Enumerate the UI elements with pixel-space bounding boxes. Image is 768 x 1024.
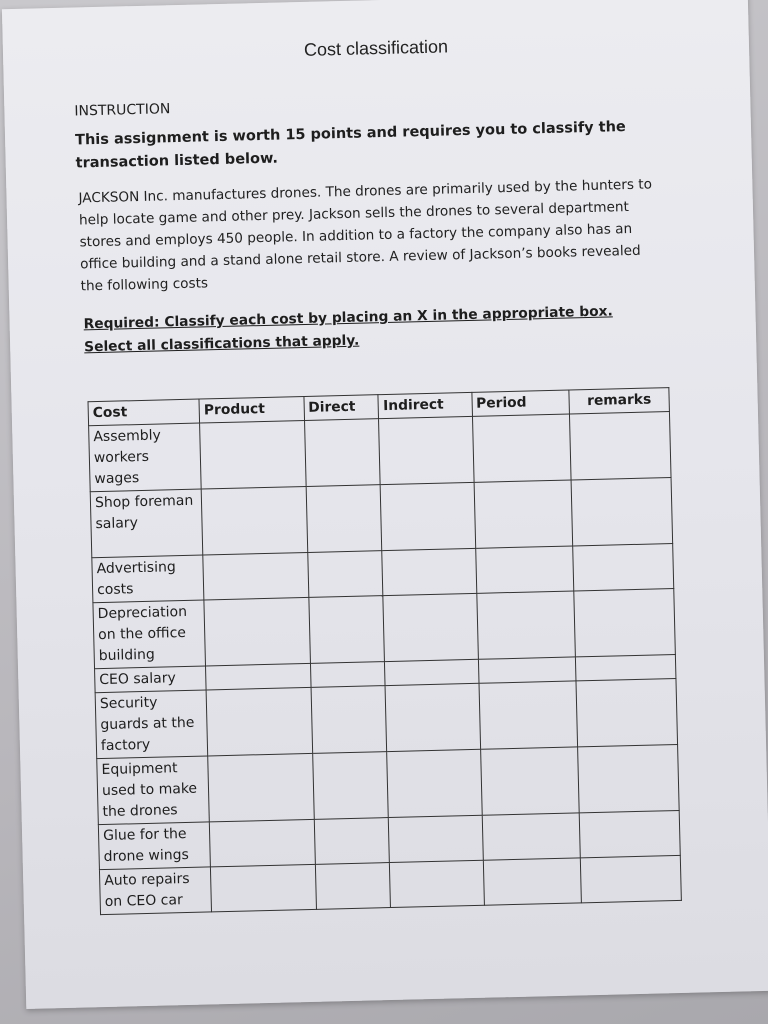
remarks-cell[interactable] <box>574 589 675 657</box>
indirect-checkbox-cell[interactable] <box>385 659 479 685</box>
period-checkbox-cell[interactable] <box>482 813 581 860</box>
direct-checkbox-cell[interactable] <box>306 485 382 553</box>
period-checkbox-cell[interactable] <box>475 546 574 593</box>
scenario-paragraph: JACKSON Inc. manufactures drones. The drones are primarily used by the hunters to help locate game and other prey. Jackson sells the drones to several department stores and employs 450 people. In addition to a factory the company also has an office building and a stand alone retail store. A review of Jackson’s books revealed the following costs <box>78 176 653 295</box>
direct-checkbox-cell[interactable] <box>308 596 384 664</box>
product-checkbox-cell[interactable] <box>206 687 312 756</box>
page-title: Cost classification <box>303 36 449 60</box>
remarks-cell[interactable] <box>573 544 674 591</box>
direct-checkbox-cell[interactable] <box>314 818 390 865</box>
direct-checkbox-cell[interactable] <box>311 686 387 754</box>
direct-checkbox-cell[interactable] <box>310 662 385 688</box>
period-checkbox-cell[interactable] <box>472 414 571 482</box>
remarks-cell[interactable] <box>578 744 679 812</box>
header-remarks: remarks <box>569 388 669 414</box>
required-instruction: Required: Classify each cost by placing an X in the appropriate box. Select all classifications that apply. <box>83 303 613 356</box>
period-checkbox-cell[interactable] <box>478 657 576 683</box>
cost-cell: Assembly workers wages <box>89 423 202 492</box>
worksheet-page <box>2 0 768 1009</box>
indirect-checkbox-cell[interactable] <box>386 683 481 751</box>
remarks-cell[interactable] <box>576 678 677 746</box>
direct-checkbox-cell[interactable] <box>304 419 380 487</box>
direct-checkbox-cell[interactable] <box>315 863 391 910</box>
header-period: Period <box>471 390 569 416</box>
product-checkbox-cell[interactable] <box>210 819 315 867</box>
indirect-checkbox-cell[interactable] <box>382 548 476 595</box>
remarks-cell[interactable] <box>571 478 672 546</box>
product-checkbox-cell[interactable] <box>208 753 314 822</box>
product-checkbox-cell[interactable] <box>206 663 311 690</box>
cost-cell: Advertising costs <box>92 555 204 603</box>
instruction-label: INSTRUCTION <box>74 101 171 120</box>
direct-checkbox-cell[interactable] <box>307 551 383 598</box>
cost-cell: Depreciation on the office building <box>93 600 206 669</box>
remarks-cell[interactable] <box>576 655 676 681</box>
period-checkbox-cell[interactable] <box>480 747 579 815</box>
classification-table-wrapper <box>87 387 681 915</box>
indirect-checkbox-cell[interactable] <box>383 593 478 661</box>
period-checkbox-cell[interactable] <box>479 681 578 749</box>
header-indirect: Indirect <box>378 392 472 418</box>
remarks-cell[interactable] <box>579 810 680 857</box>
header-product: Product <box>199 397 304 424</box>
period-checkbox-cell[interactable] <box>483 858 582 905</box>
product-checkbox-cell[interactable] <box>201 486 307 555</box>
product-checkbox-cell[interactable] <box>211 864 316 912</box>
product-checkbox-cell[interactable] <box>203 552 308 600</box>
cost-cell: Security guards at the factory <box>95 690 208 759</box>
product-checkbox-cell[interactable] <box>200 421 306 490</box>
indirect-checkbox-cell[interactable] <box>387 749 482 817</box>
remarks-cell[interactable] <box>570 412 671 480</box>
cost-cell: Shop foreman salary <box>90 489 203 558</box>
direct-checkbox-cell[interactable] <box>312 752 388 820</box>
cost-cell: Glue for the drone wings <box>98 822 210 870</box>
indirect-checkbox-cell[interactable] <box>389 815 483 862</box>
indirect-checkbox-cell[interactable] <box>390 860 484 907</box>
remarks-cell[interactable] <box>580 855 681 902</box>
intro-paragraph: This assignment is worth 15 points and requires you to classify the transaction listed below. <box>74 119 626 172</box>
period-checkbox-cell[interactable] <box>476 591 575 659</box>
indirect-checkbox-cell[interactable] <box>379 416 474 484</box>
indirect-checkbox-cell[interactable] <box>381 482 476 550</box>
period-checkbox-cell[interactable] <box>474 480 573 548</box>
header-cost: Cost <box>88 399 200 426</box>
cost-cell: Auto repairs on CEO car <box>99 867 211 915</box>
cost-cell: Equipment used to make the drones <box>97 756 210 825</box>
classification-table <box>87 387 681 915</box>
cost-cell: CEO salary <box>95 666 207 693</box>
header-direct: Direct <box>304 395 379 421</box>
product-checkbox-cell[interactable] <box>204 597 310 666</box>
